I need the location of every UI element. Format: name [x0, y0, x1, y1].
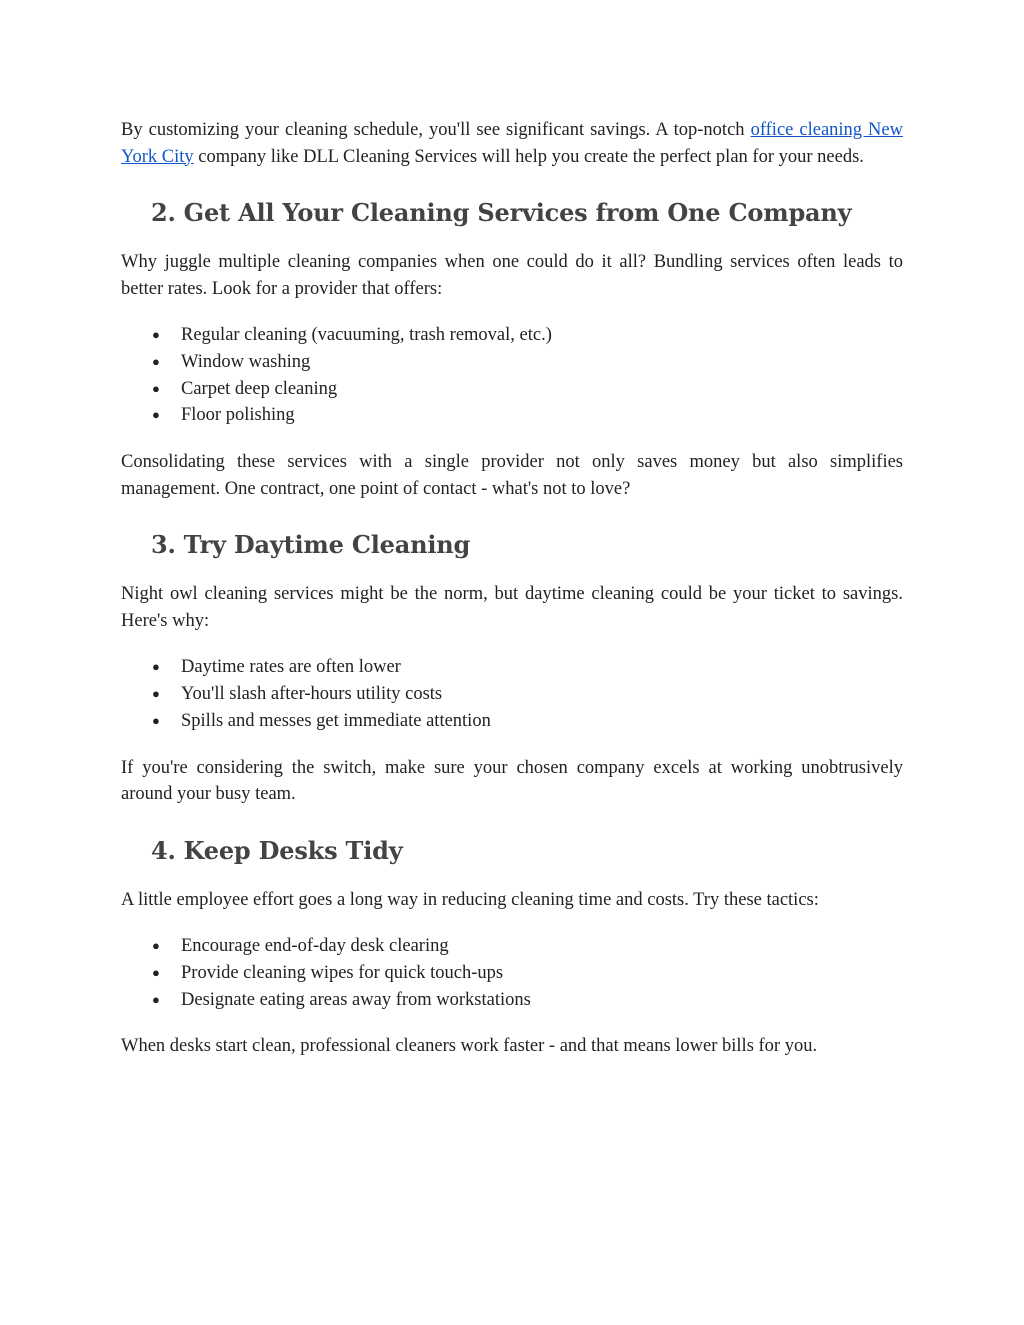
bullet-icon: ● — [152, 327, 160, 342]
list-item: ● Provide cleaning wipes for quick touch-ups — [121, 960, 903, 987]
section-heading-4 — [121, 836, 903, 865]
list-item: ● Encourage end-of-day desk clearing — [121, 933, 903, 960]
list-item: ● Floor polishing — [121, 402, 903, 429]
section-number: 3. — [151, 530, 176, 560]
bullet-icon: ● — [152, 659, 160, 675]
document-page — [121, 117, 903, 1060]
list-item: ● You'll slash after-hours utility costs — [121, 681, 903, 708]
section-number: 4. — [151, 835, 176, 865]
section-number: 2. — [151, 198, 176, 227]
section-3-bullet-list — [121, 654, 903, 734]
section-4-intro: A little employee effort goes a long way in reducing cleaning time and costs. Try these tactics: — [121, 889, 819, 910]
bullet-icon: ● — [152, 353, 160, 369]
bullet-icon: ● — [152, 991, 160, 1007]
bullet-icon: ● — [152, 712, 160, 728]
bullet-icon: ● — [152, 938, 160, 954]
list-item: ● Spills and messes get immediate attention — [121, 708, 903, 735]
intro-paragraph — [121, 117, 903, 170]
section-2-outro: Consolidating these services with a single provider not only saves money but also simplifies management. One contract, one point of contact - what's not to love? — [121, 452, 903, 499]
section-heading-2 — [121, 198, 903, 227]
list-item: ● Designate eating areas away from workstations — [121, 987, 903, 1014]
list-item: ● Window washing — [121, 349, 903, 376]
bullet-icon: ● — [152, 964, 160, 980]
section-2-intro: Why juggle multiple cleaning companies when one could do it all? Bundling services often leads to better rates. Look for a provider that offers: — [121, 252, 903, 299]
section-2-bullet-list — [121, 322, 903, 429]
section-heading-3 — [121, 530, 903, 559]
list-item: ● Regular cleaning (vacuuming, trash removal, etc.) — [121, 322, 903, 349]
section-4-outro: When desks start clean, professional cleaners work faster - and that means lower bills for you. — [121, 1036, 818, 1057]
bullet-icon: ● — [152, 407, 160, 423]
list-item: ● Carpet deep cleaning — [121, 376, 903, 403]
section-title: Keep Desks Tidy — [183, 835, 403, 865]
section-title: Try Daytime Cleaning — [183, 530, 471, 560]
intro-text-after-link: company like DLL Cleaning Services will help you create the perfect plan for your needs. — [193, 146, 864, 167]
bullet-icon: ● — [152, 685, 160, 701]
section-4-bullet-list — [121, 933, 903, 1013]
office-cleaning-nyc-link[interactable]: office cleaning New York City — [121, 120, 903, 167]
bullet-icon: ● — [152, 380, 160, 396]
section-3-outro: If you're considering the switch, make sure your chosen company excels at working unobtrusively around your busy team. — [121, 757, 903, 805]
intro-text-before-link: By customizing your cleaning schedule, you'll see significant savings. A top-notch — [121, 120, 751, 140]
section-3-intro: Night owl cleaning services might be the norm, but daytime cleaning could be your ticket to savings. Here's why: — [121, 584, 903, 631]
section-title: Get All Your Cleaning Services from One Company — [183, 198, 852, 227]
list-item: ● Daytime rates are often lower — [121, 654, 903, 681]
